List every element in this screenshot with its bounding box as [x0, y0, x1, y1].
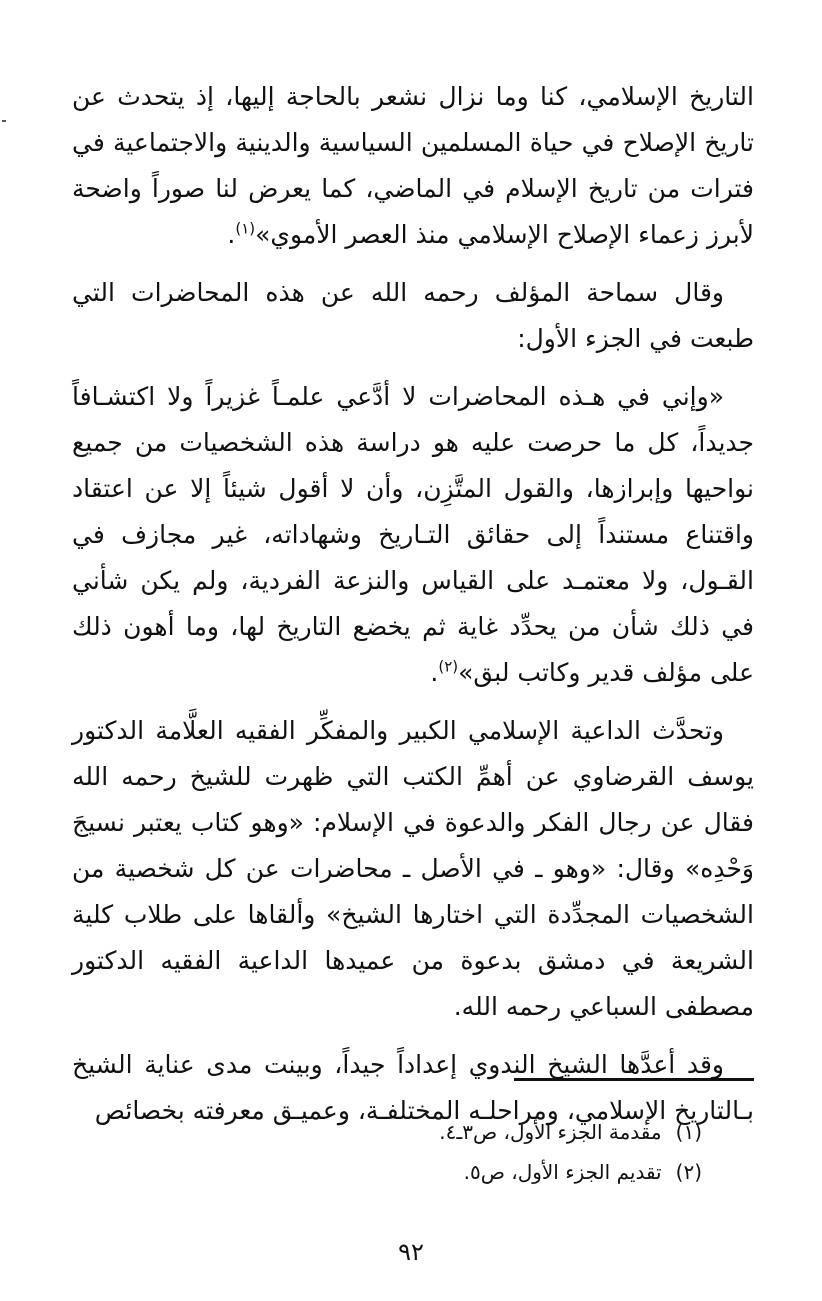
paragraph-3-tail: .: [430, 658, 439, 687]
footnotes: [182, 1112, 702, 1192]
paragraph-4: [72, 708, 754, 1030]
paragraph-4-text: وتحدَّث الداعية الإسلامي الكبير والمفكِّر الفقيه العلَّامة الدكتور يوسف القرضاوي عن أهمِّ الكتب التي ظهرت للشيخ رحمه الله فقال عن رجال الفكر والدعوة في الإسلام: «وهو كتاب يعتبر نسيجَ وَحْدِه» وقال: «وهو ـ في الأصل ـ محاضرات عن كل شخصية من الشخصيات المجدِّدة التي اختارها الشيخ» وألقاها على طلاب كلية الشريعة في دمشق بدعوة من عميدها الداعية الفقيه الدكتور مصطفى السباعي رحمه الله.: [72, 716, 754, 1021]
paragraph-2: [72, 270, 754, 362]
footnote-divider: [514, 1078, 754, 1081]
main-text: [72, 74, 754, 1146]
footnote-ref-2: (٢): [438, 657, 459, 676]
page-number: ٩٢: [398, 1238, 424, 1266]
paragraph-3-quote: [72, 374, 754, 696]
paragraph-1-text: التاريخ الإسلامي، كنا وما نزال نشعر بالحاجة إليها، إذ يتحدث عن تاريخ الإصلاح في حياة المسلمين السياسية والدينية والاجتماعية في فترات من تاريخ الإسلام في الماضي، كما يعرض لنا صوراً واضحة لأبرز زعماء الإصلاح الإسلامي منذ العصر الأموي»: [72, 82, 754, 249]
footnote-2: [182, 1152, 702, 1192]
page-edge-mark: [2, 120, 6, 122]
paragraph-1-tail: .: [227, 220, 236, 249]
footnote-2-number: (٢): [675, 1160, 702, 1184]
footnote-ref-1: (١): [235, 219, 256, 238]
paragraph-2-text: وقال سماحة المؤلف رحمه الله عن هذه المحاضرات التي طبعت في الجزء الأول:: [72, 278, 754, 353]
footnote-1-text: مقدمة الجزء الأول، ص٣ـ٤.: [439, 1120, 662, 1144]
footnote-1: [182, 1112, 702, 1152]
paragraph-3-text: «وإني في هـذه المحاضرات لا أدَّعي علمـاً غزيراً ولا اكتشـافاً جديداً، كل ما حرصت عليه هو دراسة هذه الشخصيات من جميع نواحيها وإبرازها، والقول المتَّزِن، وأن لا أقول شيئاً إلا عن اعتقاد واقتناع مستنداً إلى حقائق التـاريخ وشهاداته، غير مجازف في القـول، ولا معتمـد على القياس والنزعة الفردية، ولم يكن شأني في ذلك شأن من يحدِّد غاية ثم يخضع التاريخ لها، وما أهون ذلك على مؤلف قدير وكاتب لبق»: [72, 382, 754, 687]
paragraph-1: [72, 74, 754, 258]
footnote-2-text: تقديم الجزء الأول، ص٥.: [463, 1160, 662, 1184]
paragraph-5-text: وقد أعدَّها الشيخ الندوي إعداداً جيداً، وبينت مدى عناية الشيخ بـالتاريخ الإسلامي، ومراحلـه المختلفـة، وعميـق معرفته بخصائص: [72, 1050, 754, 1125]
footnote-1-number: (١): [675, 1120, 702, 1144]
